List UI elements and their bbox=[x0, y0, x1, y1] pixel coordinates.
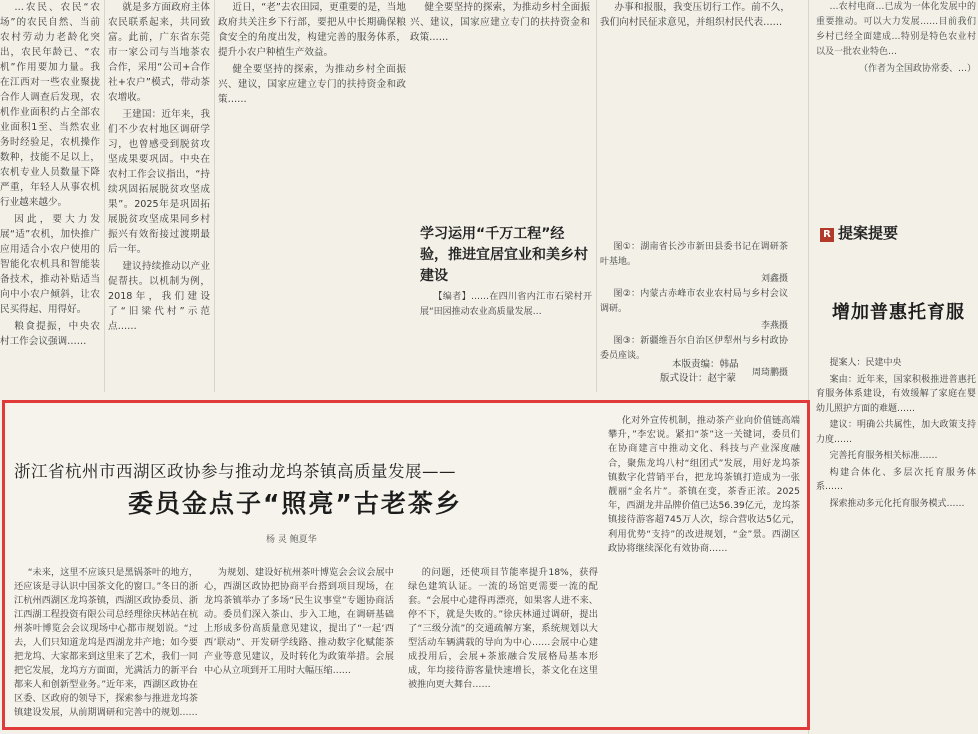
article-column-1 bbox=[0, 0, 100, 392]
paragraph: 为规划、建设好杭州茶叶博览会会议会展中心，西湖区政协把协商平台搭到项目现场，在龙坞茶镇举办了多场“民生议事堂”专题协商活动。委员们深入茶山、步入工地，在调研基础上形成多份高质量意见建议，提出了“一起‘西西’联动”、开发研学线路、推动数字化赋能茶产业等意见建议，及时转化为政策举措。会展中心从立项到开工用时大幅压缩…… bbox=[204, 567, 394, 676]
paragraph: 办事和报服，我变压切行工作。前不久，我们向村民征求意见，并组织村民代表…… bbox=[600, 2, 790, 28]
paragraph: …农村电商…已成为一体化发展中的重要推动。可以大力发展……目前我们乡村已经全面建成…特别是特色农业村以及一批农业特色… bbox=[816, 2, 976, 57]
article-headline: 委员金点子“照亮”古老茶乡 bbox=[128, 489, 462, 518]
article-byline: 杨 灵 鲍夏华 bbox=[266, 535, 317, 545]
sub-article-title: 学习运用“千万工程”经验，推进宜居宜业和美乡村建设 bbox=[420, 226, 588, 284]
article-column-4 bbox=[608, 414, 800, 726]
proposal-body bbox=[816, 356, 976, 731]
column-divider bbox=[596, 0, 597, 392]
editor-credit: 本版责编：韩晶 bbox=[672, 359, 739, 370]
column-divider bbox=[104, 0, 105, 392]
sub-article-lead bbox=[420, 290, 592, 390]
paragraph: 完善托育服务相关标准…… bbox=[829, 451, 938, 461]
paragraph: 提案人：民建中央 bbox=[829, 358, 902, 368]
layout-credit: 版式设计：赵宇蒙 bbox=[660, 373, 737, 384]
paragraph: 健全要坚持的探索，为推动乡村全面振兴、建议，国家应建立专门的扶持资金和政策…… bbox=[218, 64, 406, 105]
article-column-2 bbox=[108, 0, 210, 392]
article-column-3 bbox=[218, 0, 406, 215]
paragraph: 建议持续推动以产业促帮扶。以机制为例，2018年，我们建设了“旧梁代村”示范点…… bbox=[108, 261, 210, 332]
paragraph: 健全要坚持的探索，为推动乡村全面振兴、建议，国家应建立专门的扶持资金和政策…… bbox=[410, 2, 590, 43]
article-kicker: 浙江省杭州市西湖区政协参与推动龙坞茶镇高质量发展—— bbox=[14, 462, 456, 481]
caption-credit: 周琦鹏摄 bbox=[751, 368, 788, 378]
article-column-3b bbox=[410, 0, 590, 215]
caption-credit: 李燕摄 bbox=[760, 321, 788, 331]
caption: 图①：湖南省长沙市新田县委书记在调研茶叶基地。 bbox=[600, 242, 788, 267]
proposal-title: 增加普惠托育服 bbox=[832, 302, 965, 323]
paragraph: 因此，要大力发展“适”农机，加快推广应用适合小农户使用的智能化农机具和智能装备技术，推动补贴适当向中小农户倾斜，让农民买得起、用得好。 bbox=[0, 214, 100, 315]
paragraph: 探索推动多元化托育服务模式…… bbox=[829, 498, 965, 509]
caption: 图②：内蒙古赤峰市农业农村局与乡村会议调研。 bbox=[600, 289, 788, 314]
paragraph: 【编者】……在四川省内江市石梁村开展“田园推动农业高质量发展… bbox=[420, 292, 592, 317]
article-column-3 bbox=[408, 566, 598, 726]
section-tag bbox=[820, 222, 898, 243]
paragraph: 就是多方面政府主体农民联系起来，共同致富。此前，广东省东莞市一家公司与当地茶农合作，采用“公司+合作社+农户”模式，带动茶农增收。 bbox=[108, 2, 210, 103]
paragraph: 建议：明确公共属性，加大政策支持力度…… bbox=[816, 420, 976, 445]
paragraph: 近日，“老”去农田园，更重要的是，当地政府共关注乡下行部，要把从中长期确保粮食安全的角度出发，构建完善的服务体系，提升小农户种植生产效益。 bbox=[218, 2, 406, 58]
column-divider bbox=[214, 0, 215, 392]
paragraph: 构建合体化、多层次托育服务体系…… bbox=[816, 467, 976, 492]
paragraph: 的问题，还使项目节能率提升18%，获得绿色建筑认证。一流的场馆更需要一流的配套。“会展中心建得再漂亮，如果客人进不来、停不下，就是失败的。”徐庆林通过调研，提出了“三级分流”的交通疏解方案，系统规划以大型活动车辆满载的导向为中心……会展中心建成投用后，会展+茶旅融合发展格局基本形成，年均接待游客量快速增长，茶文化在这里被推向更大舞台…… bbox=[408, 567, 598, 690]
author-note: （作者为全国政协常委、…） bbox=[858, 64, 976, 74]
caption: 图③：新疆维吾尔自治区伊犁州与乡村政协委员座谈。 bbox=[600, 336, 788, 361]
paragraph: 化对外宣传机制，推动茶产业向价值链高端攀升，”李宏说。紧扣“茶”这一关键词，委员们在协商建言中推动文化、科技与产业深度融合，聚焦龙坞八村“组团式”发展，用好龙坞茶镇数字化营销平台，把龙坞茶镇打造成为一张靓丽“金名片”。茶镇在变，茶香正浓。2025年，西湖龙井品牌价值已达56.39亿元，龙坞茶镇接待游客超745万人次，综合营收达5亿元，利用优势“支持”的改进规划，“金”景。西湖区政协将继续深化有效协商…… bbox=[608, 415, 800, 554]
caption-credit: 刘鑫摄 bbox=[760, 274, 788, 284]
paragraph: “未来，这里不应该只是黑锅茶叶的地方，还应该是寻认识中国茶文化的窗口。”冬日的浙江杭州西湖区龙坞茶镇，西湖区政协委员、浙江西湖工程投资有限公司总经理徐庆林站在杭州茶叶博览会会议现场中心都市规划说。“过去，人们只知道龙坞是西湖龙井产地；如今要把龙坞、大家都来到这里来了艺术，我们一同把它发展，龙坞方方面面，光满活力的新平台都来人和创新型业务。”近年来，西湖区政协在区委、区政府的领导下，探索参与推进龙坞茶镇建设发展，从前期调研和完善中的规划…… bbox=[14, 567, 198, 718]
paragraph: 粮食提振，中央农村工作会议强调…… bbox=[0, 321, 100, 347]
section-tag-icon: R bbox=[820, 228, 834, 242]
paragraph: …农民、农民“农场”的农民自然、当前农村劳动力老龄化突出，农民年龄已、“农机”作用要加力量。我在江西对一些农业聚拢合作人调查后发现，农机作业面积约占全部农业面积1至、当然农业务时经验足，农机操作数种，技能不足以上，农机专业人员数量下降严重，年轻人从事农机行业越来越少。 bbox=[0, 2, 100, 208]
section-tag-label: 提案提要 bbox=[838, 224, 899, 242]
right-top-text bbox=[816, 0, 976, 200]
article-column-4 bbox=[600, 0, 790, 232]
paragraph: 王建国：近年来，我们不少农村地区调研学习，也曾感受到脱贫攻坚成果要巩固。中央在农村工作会议指出，“持续巩固拓展脱贫攻坚成果”。2025年是巩固拓展脱贫攻坚成果同乡村振兴有效衔接过渡期最后一年。 bbox=[108, 109, 210, 255]
article-column-1 bbox=[14, 566, 198, 726]
paragraph: 案由：近年来，国家积极推进普惠托育服务体系建设，有效缓解了家庭在婴幼儿照护方面的难题…… bbox=[816, 374, 976, 414]
article-column-2 bbox=[204, 566, 394, 726]
